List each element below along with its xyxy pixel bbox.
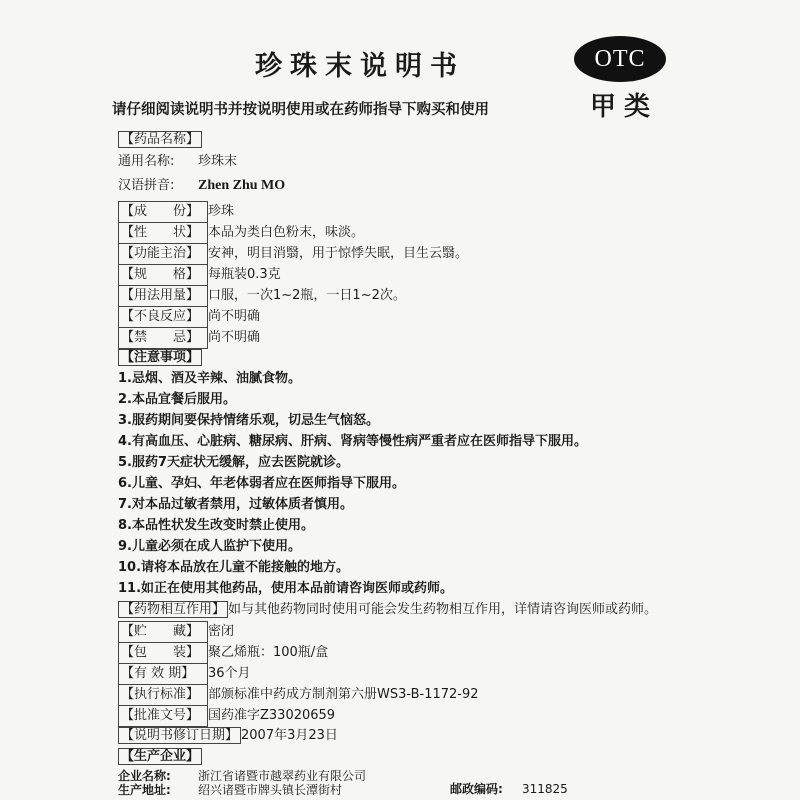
detail-storage: 【贮 藏】 密闭 xyxy=(118,621,234,641)
precaution-item: 9.儿童必须在成人监护下使用。 xyxy=(118,539,301,554)
precaution-item: 4.有高血压、心脏病、糖尿病、肝病、肾病等慢性病严重者应在医师指导下服用。 xyxy=(118,434,587,449)
generic-name-label: 通用名称: xyxy=(118,154,175,169)
detail-revision-date: 【说明书修订日期】 2007年3月23日 xyxy=(118,726,338,746)
generic-name-row xyxy=(118,152,237,172)
pinyin-value: Zhen Zhu MO xyxy=(198,178,286,193)
postcode-row: 邮政编码: 311825 xyxy=(450,782,568,796)
property-adverse-reactions: 【不良反应】 尚不明确 xyxy=(118,306,260,326)
precaution-item: 8.本品性状发生改变时禁止使用。 xyxy=(118,518,314,533)
property-dosage: 【用法用量】 口服，一次1~2瓶，一日1~2次。 xyxy=(118,285,406,305)
property-ingredients: 【成 份】 珍珠 xyxy=(118,201,234,221)
pinyin-row xyxy=(118,176,285,196)
otc-badge: OTC xyxy=(574,36,666,82)
property-appearance: 【性 状】 本品为类白色粉末，味淡。 xyxy=(118,222,364,242)
precaution-item: 10.请将本品放在儿童不能接触的地方。 xyxy=(118,560,350,575)
drug-name-heading: 【药品名称】 xyxy=(118,130,202,150)
category-label: 甲类 xyxy=(590,92,659,122)
property-contraindications: 【禁 忌】 尚不明确 xyxy=(118,327,260,347)
pinyin-label: 汉语拼音: xyxy=(118,178,175,193)
manufacturer-address-row: 生产地址: 绍兴诸暨市牌头镇长潭街村 xyxy=(118,783,343,797)
leaflet-title: 珍珠末说明书 xyxy=(255,51,465,82)
detail-interactions: 【药物相互作用】 如与其他药物同时使用可能会发生药物相互作用，详情请咨询医师或药师。 xyxy=(118,600,657,620)
detail-standard: 【执行标准】 部颁标准中药成方制剂第六册WS3-B-1172-92 xyxy=(118,684,479,704)
precaution-item: 2.本品宜餐后服用。 xyxy=(118,392,236,407)
precaution-item: 6.儿童、孕妇、年老体弱者应在医师指导下服用。 xyxy=(118,476,405,491)
precaution-item: 3.服药期间要保持情绪乐观，切忌生气恼怒。 xyxy=(118,413,379,428)
detail-packaging: 【包 装】 聚乙烯瓶：100瓶/盒 xyxy=(118,642,328,662)
property-indications: 【功能主治】 安神，明目消翳，用于惊悸失眠，目生云翳。 xyxy=(118,243,468,263)
usage-instruction: 请仔细阅读说明书并按说明使用或在药师指导下购买和使用 xyxy=(112,102,489,118)
precaution-item: 5.服药7天症状无缓解，应去医院就诊。 xyxy=(118,455,350,470)
manufacturer-name-row: 企业名称: 浙江省诸暨市越翠药业有限公司 xyxy=(118,769,367,783)
precautions-heading: 【注意事项】 xyxy=(118,348,202,368)
manufacturer-heading: 【生产企业】 xyxy=(118,747,202,767)
precaution-item: 1.忌烟、酒及辛辣、油腻食物。 xyxy=(118,371,301,386)
property-specification: 【规 格】 每瓶装0.3克 xyxy=(118,264,281,284)
detail-shelf-life: 【有 效 期】 36个月 xyxy=(118,663,251,683)
generic-name-value: 珍珠末 xyxy=(198,154,238,169)
detail-approval-number: 【批准文号】 国药准字Z33020659 xyxy=(118,705,335,725)
precaution-item: 7.对本品过敏者禁用，过敏体质者慎用。 xyxy=(118,497,353,512)
precaution-item: 11.如正在使用其他药品，使用本品前请咨询医师或药师。 xyxy=(118,581,454,596)
